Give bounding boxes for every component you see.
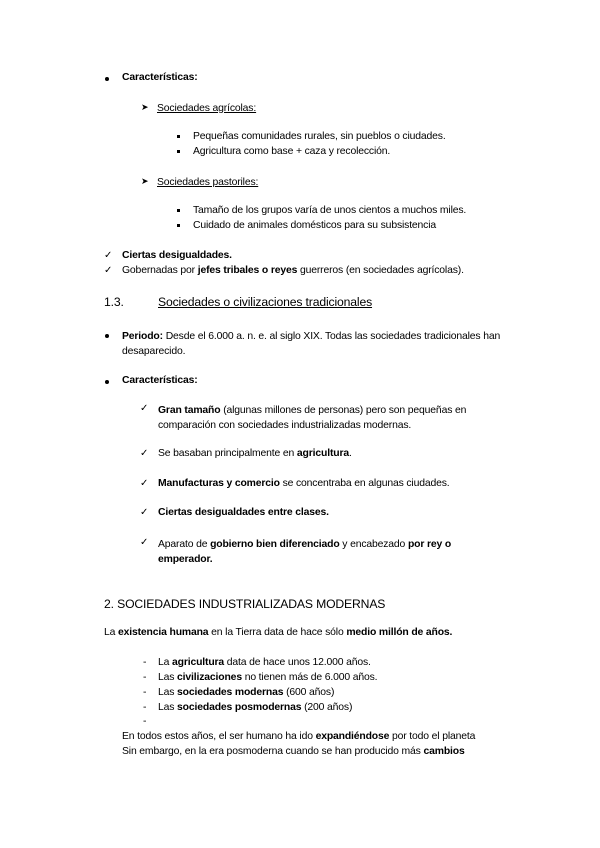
- check-icon: ✓: [140, 507, 149, 518]
- caracteristicas-heading: Características:: [122, 72, 198, 83]
- check-icon: ✓: [140, 448, 149, 459]
- check-icon: ✓: [104, 265, 113, 276]
- section-heading: 2. SOCIEDADES INDUSTRIALIZADAS MODERNAS: [104, 597, 386, 611]
- check-icon: ✓: [140, 478, 149, 489]
- check-item: Aparato de gobierno bien diferenciado y encabezado por rey o emperador.: [158, 539, 452, 565]
- square-bullet-icon: [177, 224, 180, 227]
- section-number: 1.3.: [104, 295, 124, 309]
- dash-bullet: -: [143, 687, 147, 698]
- intro-paragraph: La existencia humana en la Tierra data de hace sólo medio millón de años.: [104, 627, 453, 638]
- list-item: La agricultura data de hace unos 12.000 años.: [158, 657, 371, 668]
- list-item: Agricultura como base + caza y recolección.: [193, 146, 391, 157]
- list-item: Pequeñas comunidades rurales, sin pueblos o ciudades.: [193, 131, 446, 142]
- section-title: Sociedades o civilizaciones tradicionales: [158, 295, 373, 309]
- dash-bullet: -: [143, 672, 147, 683]
- bullet-icon: [105, 380, 109, 384]
- arrow-bullet-icon: ➤: [141, 103, 149, 113]
- square-bullet-icon: [177, 150, 180, 153]
- dash-bullet: -: [143, 716, 147, 727]
- list-item: Las sociedades modernas (600 años): [158, 687, 335, 698]
- dash-bullet: -: [143, 702, 147, 713]
- check-item: Manufacturas y comercio se concentraba en algunas ciudades.: [158, 478, 450, 489]
- list-item: Las civilizaciones no tienen más de 6.000 años.: [158, 672, 378, 683]
- check-item: Se basaban principalmente en agricultura.: [158, 448, 352, 459]
- square-bullet-icon: [177, 135, 180, 138]
- caracteristicas-heading: Características:: [122, 375, 198, 386]
- list-item: Las sociedades posmodernas (200 años): [158, 702, 353, 713]
- check-icon: ✓: [104, 250, 113, 261]
- dash-bullet: -: [143, 657, 147, 668]
- pastoriles-title: Sociedades pastoriles:: [157, 177, 259, 188]
- list-item: Tamaño de los grupos varía de unos cientos a muchos miles.: [193, 205, 467, 216]
- bullet-icon: [105, 77, 109, 81]
- closing-line: Sin embargo, en la era posmoderna cuando se han producido más cambios: [122, 746, 465, 757]
- check-icon: ✓: [140, 537, 149, 548]
- check-icon: ✓: [140, 403, 149, 414]
- agricolas-title: Sociedades agrícolas:: [157, 103, 257, 114]
- check-item: Gobernadas por jefes tribales o reyes guerreros (en sociedades agrícolas).: [122, 265, 464, 276]
- square-bullet-icon: [177, 209, 180, 212]
- bullet-icon: [105, 334, 109, 338]
- closing-line: En todos estos años, el ser humano ha ido expandiéndose por todo el planeta: [122, 731, 476, 742]
- periodo-paragraph: Periodo: Desde el 6.000 a. n. e. al siglo XIX. Todas las sociedades tradicionales han desaparecido.: [122, 331, 501, 357]
- list-item: Cuidado de animales domésticos para su subsistencia: [193, 220, 437, 231]
- check-item: Gran tamaño (algunas millones de personas) pero son pequeñas en comparación con sociedades industrializadas modernas.: [158, 405, 467, 431]
- check-item: Ciertas desigualdades.: [122, 250, 232, 261]
- arrow-bullet-icon: ➤: [141, 177, 149, 187]
- check-item: Ciertas desigualdades entre clases.: [158, 507, 329, 518]
